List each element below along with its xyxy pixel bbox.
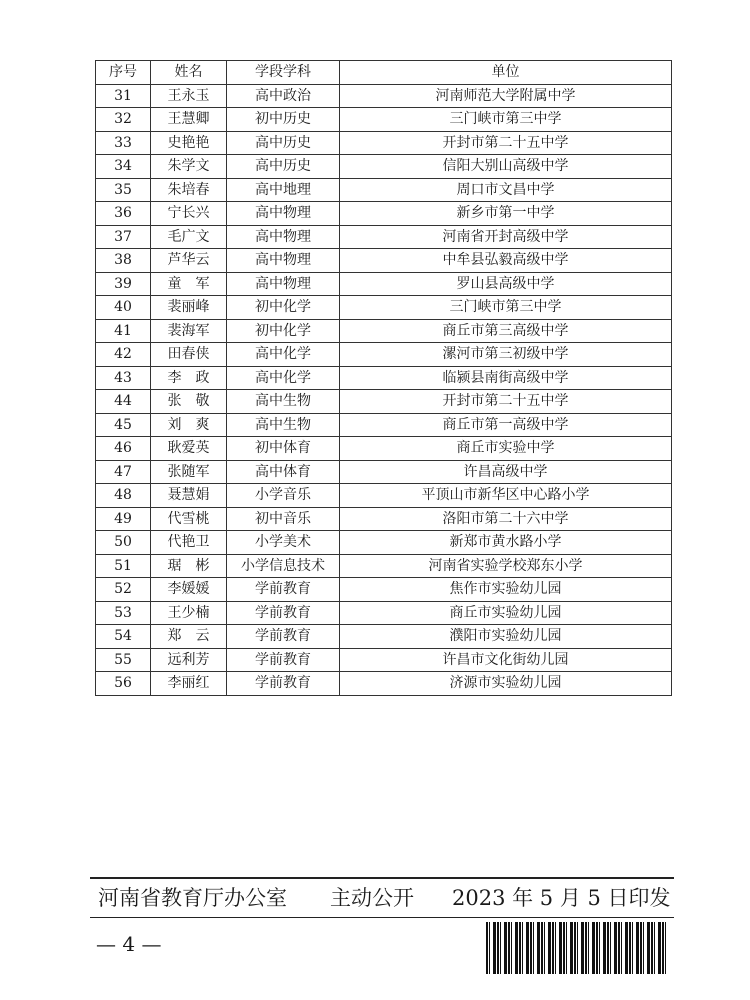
cell-seq: 47 xyxy=(96,460,151,484)
table-row xyxy=(96,202,672,226)
table-row xyxy=(96,507,672,531)
cell-unit: 新乡市第一中学 xyxy=(340,202,672,226)
cell-name: 史艳艳 xyxy=(151,131,227,155)
cell-unit: 平顶山市新华区中心路小学 xyxy=(340,484,672,508)
cell-unit: 商丘市实验中学 xyxy=(340,437,672,461)
cell-subject: 高中政治 xyxy=(227,84,340,108)
table-row xyxy=(96,272,672,296)
cell-name: 代艳卫 xyxy=(151,531,227,555)
cell-subject: 高中化学 xyxy=(227,366,340,390)
cell-seq: 53 xyxy=(96,601,151,625)
cell-subject: 初中音乐 xyxy=(227,507,340,531)
table-row xyxy=(96,578,672,602)
cell-subject: 初中历史 xyxy=(227,108,340,132)
table-row xyxy=(96,437,672,461)
cell-seq: 45 xyxy=(96,413,151,437)
cell-seq: 32 xyxy=(96,108,151,132)
table-row xyxy=(96,131,672,155)
cell-unit: 河南省开封高级中学 xyxy=(340,225,672,249)
cell-name: 童 军 xyxy=(151,272,227,296)
cell-unit: 商丘市实验幼儿园 xyxy=(340,601,672,625)
cell-subject: 学前教育 xyxy=(227,672,340,696)
cell-name: 张 敬 xyxy=(151,390,227,414)
cell-seq: 48 xyxy=(96,484,151,508)
table-row xyxy=(96,413,672,437)
cell-unit: 河南师范大学附属中学 xyxy=(340,84,672,108)
cell-name: 裴海军 xyxy=(151,319,227,343)
cell-seq: 46 xyxy=(96,437,151,461)
table-row xyxy=(96,225,672,249)
cell-seq: 44 xyxy=(96,390,151,414)
cell-name: 刘 爽 xyxy=(151,413,227,437)
header-name: 姓名 xyxy=(151,61,227,85)
cell-seq: 40 xyxy=(96,296,151,320)
footer-bottom-rule xyxy=(90,917,674,918)
cell-unit: 周口市文昌中学 xyxy=(340,178,672,202)
table-row xyxy=(96,625,672,649)
cell-subject: 高中历史 xyxy=(227,155,340,179)
cell-unit: 三门峡市第三中学 xyxy=(340,296,672,320)
table-header-row xyxy=(96,61,672,85)
footer-top-rule xyxy=(90,877,674,879)
header-unit: 单位 xyxy=(340,61,672,85)
cell-subject: 学前教育 xyxy=(227,648,340,672)
cell-unit: 许昌高级中学 xyxy=(340,460,672,484)
cell-subject: 高中生物 xyxy=(227,413,340,437)
cell-name: 宁长兴 xyxy=(151,202,227,226)
cell-unit: 济源市实验幼儿园 xyxy=(340,672,672,696)
cell-unit: 开封市第二十五中学 xyxy=(340,131,672,155)
cell-seq: 34 xyxy=(96,155,151,179)
table-row xyxy=(96,531,672,555)
cell-seq: 39 xyxy=(96,272,151,296)
cell-unit: 新郑市黄水路小学 xyxy=(340,531,672,555)
cell-name: 张随军 xyxy=(151,460,227,484)
table-row xyxy=(96,554,672,578)
page-number: — 4 — xyxy=(96,932,162,956)
cell-unit: 许昌市文化街幼儿园 xyxy=(340,648,672,672)
table-row xyxy=(96,343,672,367)
cell-seq: 54 xyxy=(96,625,151,649)
cell-subject: 小学音乐 xyxy=(227,484,340,508)
cell-unit: 临颍县南街高级中学 xyxy=(340,366,672,390)
cell-seq: 38 xyxy=(96,249,151,273)
footer-imprint xyxy=(90,880,674,916)
table-row xyxy=(96,108,672,132)
cell-name: 毛广文 xyxy=(151,225,227,249)
cell-unit: 信阳大别山高级中学 xyxy=(340,155,672,179)
cell-name: 田春侠 xyxy=(151,343,227,367)
table-row xyxy=(96,84,672,108)
table-row xyxy=(96,648,672,672)
cell-name: 王慧卿 xyxy=(151,108,227,132)
cell-unit: 漯河市第三初级中学 xyxy=(340,343,672,367)
cell-unit: 濮阳市实验幼儿园 xyxy=(340,625,672,649)
cell-subject: 高中物理 xyxy=(227,249,340,273)
cell-subject: 小学信息技术 xyxy=(227,554,340,578)
cell-seq: 35 xyxy=(96,178,151,202)
cell-seq: 31 xyxy=(96,84,151,108)
cell-name: 远利芳 xyxy=(151,648,227,672)
cell-unit: 开封市第二十五中学 xyxy=(340,390,672,414)
cell-name: 耿爱英 xyxy=(151,437,227,461)
cell-unit: 河南省实验学校郑东小学 xyxy=(340,554,672,578)
cell-subject: 初中体育 xyxy=(227,437,340,461)
cell-unit: 中牟县弘毅高级中学 xyxy=(340,249,672,273)
table-row xyxy=(96,296,672,320)
cell-name: 朱培春 xyxy=(151,178,227,202)
cell-unit: 焦作市实验幼儿园 xyxy=(340,578,672,602)
cell-unit: 商丘市第一高级中学 xyxy=(340,413,672,437)
cell-subject: 高中历史 xyxy=(227,131,340,155)
cell-name: 郑 云 xyxy=(151,625,227,649)
cell-name: 王少楠 xyxy=(151,601,227,625)
cell-subject: 学前教育 xyxy=(227,625,340,649)
cell-subject: 高中物理 xyxy=(227,272,340,296)
cell-seq: 50 xyxy=(96,531,151,555)
cell-seq: 33 xyxy=(96,131,151,155)
cell-name: 聂慧娟 xyxy=(151,484,227,508)
cell-seq: 52 xyxy=(96,578,151,602)
header-seq: 序号 xyxy=(96,61,151,85)
cell-name: 李媛媛 xyxy=(151,578,227,602)
cell-subject: 高中生物 xyxy=(227,390,340,414)
header-subject: 学段学科 xyxy=(227,61,340,85)
table-row xyxy=(96,484,672,508)
table-row xyxy=(96,155,672,179)
cell-seq: 41 xyxy=(96,319,151,343)
cell-subject: 学前教育 xyxy=(227,601,340,625)
cell-subject: 高中体育 xyxy=(227,460,340,484)
table-row xyxy=(96,249,672,273)
table-row xyxy=(96,390,672,414)
cell-unit: 罗山县高级中学 xyxy=(340,272,672,296)
cell-subject: 学前教育 xyxy=(227,578,340,602)
cell-name: 裴丽峰 xyxy=(151,296,227,320)
cell-seq: 55 xyxy=(96,648,151,672)
cell-seq: 37 xyxy=(96,225,151,249)
cell-name: 朱学文 xyxy=(151,155,227,179)
cell-subject: 高中化学 xyxy=(227,343,340,367)
cell-subject: 小学美术 xyxy=(227,531,340,555)
print-date-text: 2023 年 5 月 5 日印发 xyxy=(452,886,671,910)
table-row xyxy=(96,319,672,343)
cell-name: 琚 彬 xyxy=(151,554,227,578)
cell-subject: 高中物理 xyxy=(227,202,340,226)
cell-subject: 初中化学 xyxy=(227,296,340,320)
cell-name: 芦华云 xyxy=(151,249,227,273)
roster-table xyxy=(95,60,672,696)
cell-unit: 商丘市第三高级中学 xyxy=(340,319,672,343)
cell-name: 李丽红 xyxy=(151,672,227,696)
table-row xyxy=(96,460,672,484)
cell-seq: 36 xyxy=(96,202,151,226)
cell-unit: 三门峡市第三中学 xyxy=(340,108,672,132)
table-row xyxy=(96,366,672,390)
cell-subject: 高中地理 xyxy=(227,178,340,202)
cell-unit: 洛阳市第二十六中学 xyxy=(340,507,672,531)
cell-seq: 51 xyxy=(96,554,151,578)
issuer-text: 河南省教育厅办公室 xyxy=(98,886,287,910)
cell-subject: 初中化学 xyxy=(227,319,340,343)
cell-seq: 43 xyxy=(96,366,151,390)
qr-code xyxy=(486,922,666,974)
cell-seq: 56 xyxy=(96,672,151,696)
cell-seq: 49 xyxy=(96,507,151,531)
table-body xyxy=(96,84,672,695)
cell-name: 李 政 xyxy=(151,366,227,390)
cell-subject: 高中物理 xyxy=(227,225,340,249)
cell-name: 代雪桃 xyxy=(151,507,227,531)
table-row xyxy=(96,672,672,696)
disclosure-text: 主动公开 xyxy=(330,886,414,910)
table-row xyxy=(96,601,672,625)
cell-name: 王永玉 xyxy=(151,84,227,108)
cell-seq: 42 xyxy=(96,343,151,367)
table-row xyxy=(96,178,672,202)
